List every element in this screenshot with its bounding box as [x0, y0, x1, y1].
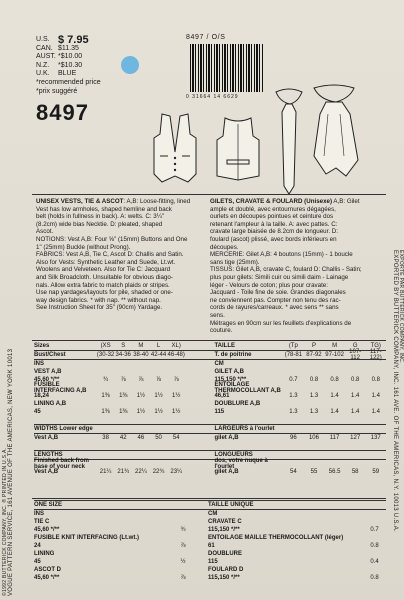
value-cell-fr: 1.3 — [289, 393, 298, 399]
description-line: 1" (25mm) Buckle (without Prong). — [36, 243, 131, 251]
price-row — [36, 62, 101, 71]
bust-row — [34, 350, 386, 360]
value-cell: 22¼ — [135, 469, 147, 475]
value-cell: M — [138, 343, 144, 349]
value-cell-fr: 0.7 — [289, 377, 298, 383]
value-cell: 1½ — [172, 409, 181, 415]
description-line: Vest has low armholes, shaped hemline and back — [36, 205, 172, 213]
description-line: Jacquard - Toile fine de soie. Grandes diagonales — [210, 289, 346, 297]
value-cell-fr: 54 — [290, 469, 297, 475]
value-cell: (XS — [100, 343, 111, 349]
value-cell-fr: 106 — [308, 435, 319, 441]
row-label: Bust/Chest — [34, 352, 66, 358]
spacer-row — [34, 442, 386, 450]
price-region: U.K. — [36, 70, 50, 78]
description-english — [36, 198, 208, 312]
description-line: See Instruction Sheet for 35" (90cm) Yardage. — [36, 304, 163, 312]
row-label: LINING — [34, 551, 55, 557]
row-label-fr: ENTOILAGE THERMOCOLLANT A,B — [214, 382, 281, 394]
description-line: ample et doublé, avec entournures dégagées, — [210, 205, 336, 213]
value-cell-fr: 56.5 — [328, 469, 341, 475]
copyright-line: ©1992 BUTTERICK COMPANY, INC. ® PRINTED IN U.S.A. — [2, 447, 8, 596]
yardage-table — [34, 342, 386, 476]
value-cell: 46-48) — [167, 352, 185, 358]
row-label: 45 — [34, 559, 41, 565]
value-cell: XL) — [171, 343, 181, 349]
description-heading: UNISEX VESTS, TIE & ASCOT — [36, 198, 124, 205]
description-line: NOTIONS: Vest A,B: Four ⅝" (15mm) Buttons and One — [36, 235, 188, 243]
description-line: belt (holds in fullness in back). A: welts. C: 3¼" — [36, 213, 165, 221]
vest-back-illustration — [213, 116, 263, 182]
value-cell-fr: 58 — [351, 469, 359, 475]
value-cell: 38 — [102, 435, 109, 441]
value-cell: 1⅜ — [101, 393, 110, 399]
row-label: 45 — [34, 409, 41, 415]
value-cell-fr: P — [311, 343, 316, 349]
description-line: Ascot. — [36, 228, 54, 236]
description-line: TISSUS: Gilet A,B, cravate C, foulard D: Challis - Satin; — [210, 266, 362, 274]
row-label-fr: CM — [208, 511, 218, 517]
value-cell: 1½ — [136, 393, 146, 399]
row-label: LENGTHS — [34, 452, 63, 458]
description-line: and Silk Broadcloth. Unsuitable for obvious diago- — [36, 273, 173, 281]
value-cell-fr: 117-122) — [369, 349, 382, 361]
value-cell-fr: 107-112 — [349, 349, 362, 361]
description-heading: GILETS, CRAVATE & FOULARD (Unisexe) — [210, 198, 333, 205]
value-cell: 1½ — [172, 393, 181, 399]
yardage-row — [34, 400, 386, 408]
description-line: Also for Vests: Synthetic Leather and Suede, Lt.wt. — [36, 258, 176, 266]
value-cell: 21¼ — [99, 469, 112, 475]
value-cell: 1½ — [154, 409, 163, 415]
price-row — [36, 36, 101, 45]
row-label-fr: 61 — [208, 543, 215, 549]
yardage-row — [34, 392, 386, 400]
row-label-fr: CRAVATE C — [208, 519, 242, 525]
row-label: Finished back from base of your neck — [34, 458, 90, 470]
one-size-row — [34, 542, 386, 550]
value-cell: 38-40 — [133, 352, 149, 358]
row-label-fr: DOUBLURE A,B — [214, 401, 261, 407]
row-label-fr: ENTOILAGE MAILLE THERMOCOLLANT (léger) — [208, 535, 344, 541]
value-cell: ⅞ — [120, 377, 126, 383]
section-divider — [32, 498, 386, 499]
description-line: GILETS, CRAVATE & FOULARD (Unisexe) A,B: Gilet — [210, 198, 360, 205]
value-cell-fr: 1.3 — [309, 393, 319, 399]
price-note: *prix suggéré — [36, 87, 78, 95]
pattern-code: 8497 / O/S — [186, 34, 226, 41]
row-label: LINING A,B — [34, 401, 67, 407]
value-cell-fr: 1.4 — [371, 393, 380, 399]
value-cell: 1⅜ — [119, 409, 128, 415]
description-line: (8.2cm) wide bias Necktie. D: pleated, shaped — [36, 220, 163, 228]
description-line: sens. — [210, 311, 225, 319]
price-amount: *$10.30 — [58, 61, 83, 69]
row-label: WIDTHS Lower edge — [34, 426, 93, 432]
description-line: way design fabrics. * with nap. ** without nap. — [36, 296, 161, 304]
section-divider — [32, 194, 386, 195]
value-cell: 22¾ — [152, 469, 165, 475]
row-label-fr: LONGUEURS — [214, 452, 253, 458]
one-size-row — [34, 510, 386, 518]
row-label-fr: DOUBLURE — [208, 551, 242, 557]
row-label: INS — [34, 361, 45, 367]
value-cell-fr: 0.8 — [370, 575, 379, 581]
value-cell: ⅞ — [173, 377, 179, 383]
description-line: sans tige (25mm). — [210, 258, 260, 266]
description-line: nals. Allow extra fabric to match plaids or stripes. — [36, 281, 170, 289]
value-cell: ¾ — [103, 377, 109, 383]
value-cell-fr: 0.7 — [370, 527, 379, 533]
row-label: FUSIBLE KNIT INTERFACING (Lt.wt.) — [34, 535, 139, 541]
value-cell-fr: 0.8 — [371, 377, 380, 383]
price-region: N.Z. — [36, 61, 50, 69]
description-line: plus pour gilets: Simili cuir ou simili daim - Lainage — [210, 273, 349, 281]
ascot-illustration — [306, 84, 362, 184]
description-line: UNISEX VESTS, TIE & ASCOT: A,B: Loose-fitting, lined — [36, 198, 191, 205]
one-size-row — [34, 526, 386, 534]
value-cell-fr: 117 — [329, 435, 340, 441]
row-label-fr: dos, votre nuque à l'ourlet — [214, 458, 268, 470]
pattern-number: 8497 — [36, 100, 89, 125]
one-size-row — [34, 574, 386, 582]
row-label-fr: FOULARD D — [208, 567, 244, 573]
value-cell-fr: 96 — [290, 435, 297, 441]
description-line: cords de rayures/carreaux. * avec sens ** sans — [210, 304, 339, 312]
price-region: U.S. — [36, 36, 50, 43]
value-cell-fr: (Tp — [288, 343, 298, 349]
value-cell: 50 — [155, 435, 162, 441]
value-cell-fr: 1.4 — [330, 409, 339, 415]
value-cell: ⅞ — [156, 377, 162, 383]
value-cell: 42-44 — [150, 352, 167, 358]
description-line: léger - Velours de coton; plus pour cravate: — [210, 281, 328, 289]
row-label-fr: gilet A,B — [214, 469, 239, 475]
value-cell-fr: 87-92 — [306, 352, 322, 358]
value-cell: ⅞ — [180, 575, 186, 581]
one-size-row — [34, 558, 386, 566]
value-cell: 23¼ — [170, 469, 183, 475]
one-size-header — [34, 500, 386, 510]
one-size-row — [34, 550, 386, 558]
value-cell-fr: TG) — [370, 343, 381, 349]
yardage-row — [34, 368, 386, 376]
value-cell-fr: 0.8 — [370, 543, 379, 549]
barcode — [190, 44, 264, 92]
row-label: Vest A,B — [34, 435, 59, 441]
description-line: cravate large biaisée de 8.2cm de longueur. D: — [210, 228, 338, 236]
value-cell-fr: 0.8 — [309, 377, 319, 383]
description-line: Métrages en 90cm sur les feuillets d'explications de — [210, 319, 352, 327]
description-line: retenant l'ampleur à la taille. A: avec pattes. C: — [210, 220, 338, 228]
widths-header — [34, 424, 386, 434]
value-cell: 46 — [137, 435, 145, 441]
description-line: Use nap yardages/layouts for pile, shaded or one- — [36, 289, 173, 297]
value-cell-fr: G — [352, 343, 358, 349]
value-cell-fr: M — [332, 343, 338, 349]
value-cell: ⅞ — [180, 543, 186, 549]
value-cell: 1⅜ — [101, 409, 110, 415]
value-cell-fr: 1.4 — [351, 393, 360, 399]
row-label: 45,60 */** — [34, 575, 60, 581]
yardage-row — [34, 408, 386, 416]
value-cell-fr: 1.3 — [289, 409, 298, 415]
row-label: ONE SIZE — [34, 502, 63, 508]
row-label: ASCOT D — [34, 567, 61, 573]
row-label-fr: 115 — [208, 559, 218, 565]
yardage-row — [34, 360, 386, 368]
value-cell: 54 — [172, 435, 180, 441]
one-size-row — [34, 534, 386, 542]
description-line: couture. — [210, 327, 233, 335]
value-cell-fr: 59 — [372, 469, 380, 475]
one-size-table — [34, 500, 386, 582]
price-row — [36, 45, 101, 54]
price-amount: $ 7.95 — [58, 34, 89, 46]
value-cell-fr: 127 — [350, 435, 361, 441]
price-list — [36, 36, 101, 96]
value-cell: ¾ — [180, 527, 186, 533]
value-cell: 1½ — [136, 409, 146, 415]
row-label-fr: 115,150 */** — [208, 527, 240, 533]
value-cell: 34-36 — [115, 352, 131, 358]
value-cell: L — [156, 343, 161, 349]
row-label: 18,24 — [34, 393, 50, 399]
value-cell: S — [121, 343, 126, 349]
value-cell-fr: 1.3 — [309, 409, 319, 415]
description-line: ourlets en découpes pointues et ceinture dos — [210, 213, 334, 221]
export-address: EXPORTED BY BUTTERICK COMPANY, INC. 161 AVE. OF THE AMERICAS, N.Y. 10013 U.S.A. — [392, 250, 398, 533]
publisher-address: VOGUE PATTERN SERVICE, 161 AVENUE OF THE AMERICAS, NEW YORK 10013 — [8, 348, 14, 596]
row-label-fr: 115,150 */** — [214, 377, 247, 383]
yardage-row — [34, 384, 386, 392]
value-cell: 21¾ — [117, 469, 130, 475]
description-line: ne conviennent pas. Compter non tenu des rac- — [210, 296, 341, 304]
lengths-note — [34, 460, 386, 468]
value-cell-fr: 55 — [310, 469, 318, 475]
size-header-row — [34, 342, 386, 350]
value-cell: (30-32 — [96, 352, 115, 358]
row-label-fr: GILET A,B — [214, 369, 244, 375]
color-code-dot — [121, 56, 139, 74]
vest-front-illustration — [150, 112, 200, 184]
lengths-row — [34, 468, 386, 476]
description-line: découpes. — [210, 243, 239, 251]
description-line: Woolens and Velveteen. Also for Tie C: Jacquard — [36, 266, 171, 274]
row-label: INS — [34, 511, 45, 517]
description-line: FABRICS: Vest A,B, Tie C, Ascot D: Challis and Satin. — [36, 251, 184, 259]
value-cell: 1⅜ — [119, 393, 128, 399]
one-size-row — [34, 566, 386, 574]
price-amount: *$10.00 — [58, 53, 83, 61]
price-amount: $11.35 — [58, 44, 79, 52]
row-label: TIE C — [34, 519, 50, 525]
row-label: FUSIBLE INTERFACING A,B — [34, 382, 87, 394]
price-amount: BLUE — [58, 70, 77, 78]
row-label-fr: 46,61 — [214, 393, 230, 399]
barcode-number: 0 31664 14 6629 — [186, 94, 239, 100]
value-cell-fr: 1.4 — [371, 409, 380, 415]
row-label: Sizes — [34, 343, 50, 349]
description-french — [210, 198, 382, 335]
description-line: foulard (ascot) plissé, avec bords inférieurs en — [210, 235, 337, 243]
section-divider — [32, 340, 386, 341]
row-label-fr: gilet A,B — [214, 435, 239, 441]
price-note: *recommended price — [36, 78, 101, 86]
one-size-row — [34, 518, 386, 526]
value-cell-fr: 137 — [370, 435, 381, 441]
export-address-fr: EXPORTÉ PAR BUTTERICK COMPANY, INC. — [398, 250, 404, 364]
spacer-row — [34, 416, 386, 424]
price-row — [36, 53, 101, 62]
price-row — [36, 70, 101, 79]
row-label-fr: TAILLE — [214, 343, 236, 349]
row-label: 45,60 */** — [34, 377, 60, 383]
row-label: 24 — [34, 543, 41, 549]
row-label-fr: CM — [214, 361, 224, 367]
widths-row — [34, 434, 386, 442]
value-cell-fr: (78-81 — [284, 352, 303, 358]
value-cell-fr: 0.4 — [370, 559, 379, 565]
row-label-fr: TAILLE UNIQUE — [208, 502, 254, 508]
necktie-illustration — [272, 86, 306, 196]
value-cell-fr: 0.8 — [351, 377, 360, 383]
row-label: 45,60 */** — [34, 527, 60, 533]
value-cell-fr: 1.4 — [351, 409, 360, 415]
row-label-fr: 115,150 */** — [208, 575, 240, 581]
value-cell: 1½ — [154, 393, 163, 399]
row-label: Vest A,B — [34, 469, 59, 475]
value-cell-fr: 1.4 — [330, 393, 339, 399]
value-cell-fr: 0.8 — [330, 377, 339, 383]
description-line: MERCERIE: Gilet A,B: 4 boutons (15mm) - 1 boucle — [210, 251, 353, 259]
row-label-fr: 115 — [214, 409, 225, 415]
value-cell: 42 — [119, 435, 127, 441]
row-label-fr: LARGEURS à l'ourlet — [214, 426, 275, 432]
value-cell: ⅞ — [138, 377, 144, 383]
row-label-fr: T. de poitrine — [214, 352, 252, 358]
price-region: AUST. — [36, 53, 56, 61]
row-label: VEST A,B — [34, 369, 62, 375]
value-cell: ½ — [180, 559, 186, 565]
value-cell-fr: 97-102 — [325, 352, 344, 358]
price-region: CAN. — [36, 44, 53, 52]
